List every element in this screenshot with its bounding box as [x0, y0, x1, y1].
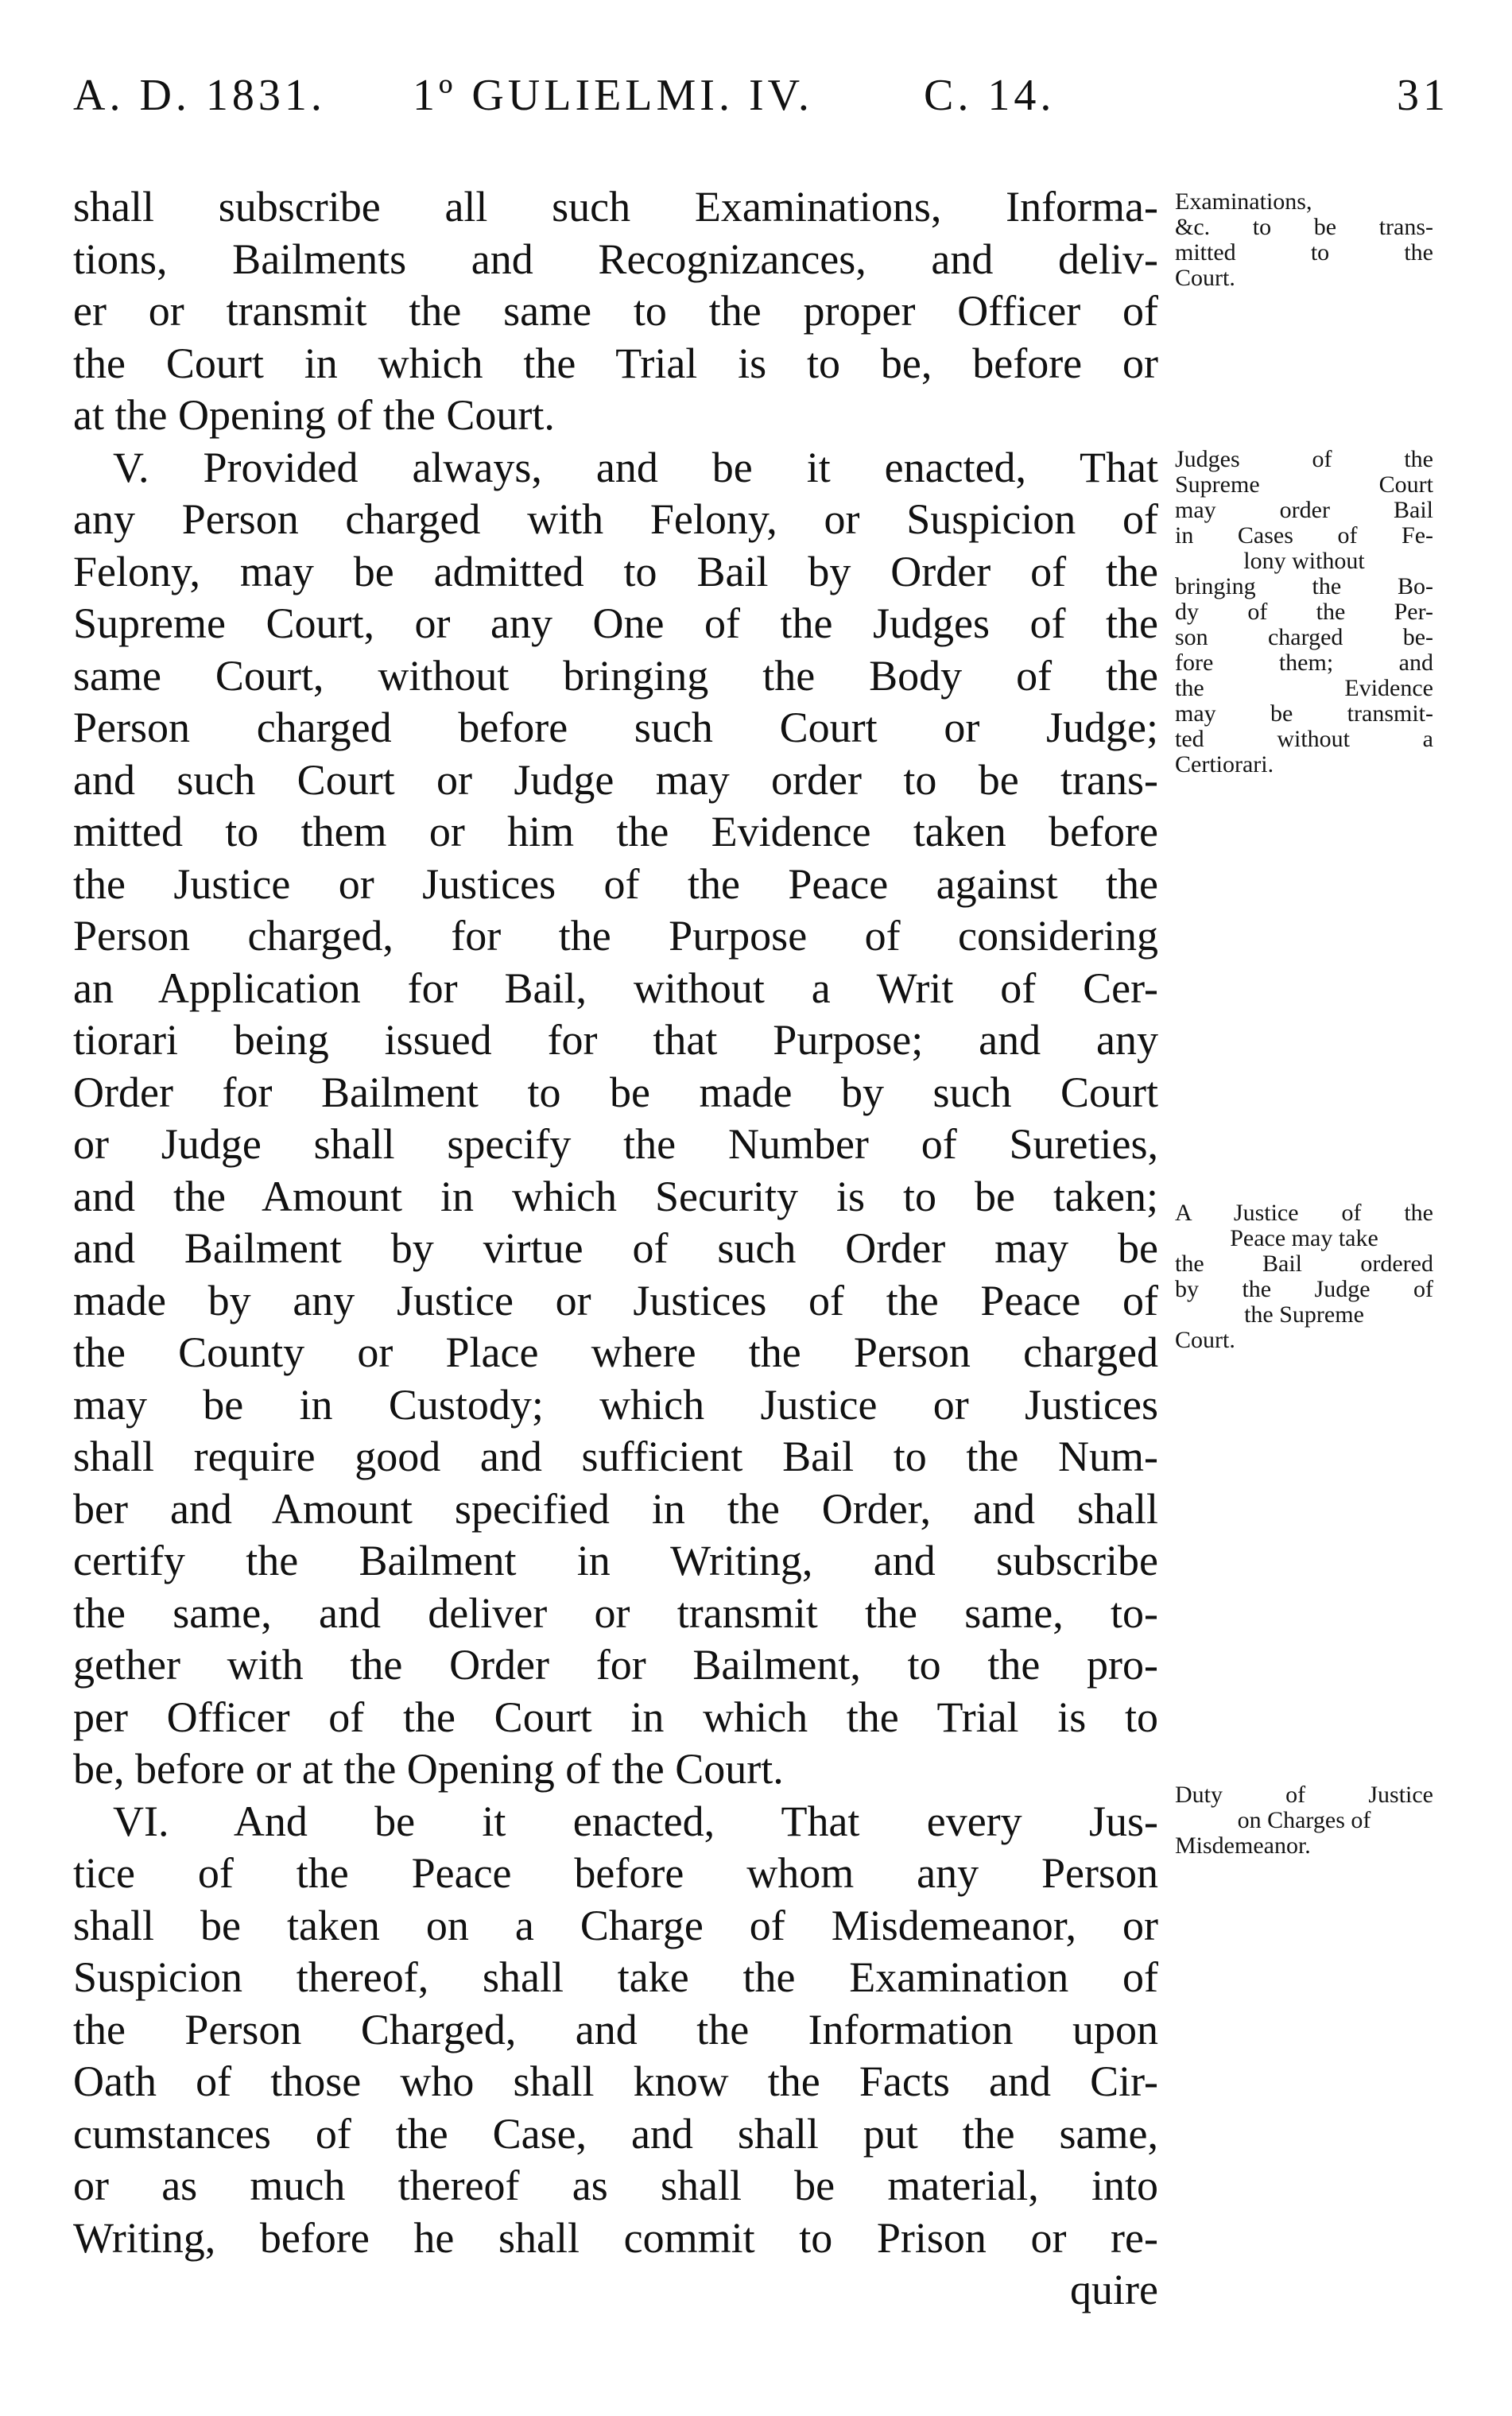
margin-note-judges-bail: [1175, 447, 1433, 778]
margin-note-line: on Charges of: [1237, 1807, 1371, 1833]
body-line: and such Court or Judge may order to be trans-: [73, 755, 1158, 804]
body-line: Person charged, for the Purpose of considering: [73, 912, 1158, 960]
margin-note-line: by the Judge of: [1175, 1276, 1433, 1302]
margin-note-line: mitted to the: [1175, 239, 1433, 266]
margin-note-line: may be transmit-: [1175, 700, 1433, 727]
body-line: tions, Bailments and Recognizances, and deliv-: [73, 235, 1158, 283]
body-line: any Person charged with Felony, or Suspicion of: [73, 495, 1158, 543]
body-line: shall be taken on a Charge of Misdemeanor, or: [73, 1901, 1158, 1949]
body-line: and Bailment by virtue of such Order may be: [73, 1224, 1158, 1272]
margin-note-line: Peace may take: [1230, 1225, 1378, 1251]
body-line: may be in Custody; which Justice or Justices: [73, 1380, 1158, 1429]
body-line: an Application for Bail, without a Writ of Cer-: [73, 964, 1158, 1012]
body-line: Suspicion thereof, shall take the Examination of: [73, 1953, 1158, 2001]
body-line: the County or Place where the Person charged: [73, 1328, 1158, 1376]
catchword: quire: [1070, 2266, 1158, 2313]
margin-note-line: may order Bail: [1175, 497, 1433, 523]
margin-note-line: Judges of the: [1175, 446, 1433, 472]
running-header: [73, 70, 1449, 134]
body-line: tice of the Peace before whom any Person: [73, 1849, 1158, 1897]
margin-note-justice-bail: [1175, 1200, 1433, 1353]
margin-note-line: Supreme Court: [1175, 471, 1433, 498]
body-line: or as much thereof as shall be material, into: [73, 2162, 1158, 2209]
body-line: Person charged before such Court or Judge;: [73, 704, 1158, 751]
margin-note-duty-justice: [1175, 1782, 1433, 1859]
margin-note-line: Duty of Justice: [1175, 1782, 1433, 1808]
body-line: at the Opening of the Court.: [73, 391, 555, 439]
statute-body: [73, 181, 1158, 2317]
body-line: tiorari being issued for that Purpose; and any: [73, 1016, 1158, 1064]
margin-note-line: &c. to be trans-: [1175, 214, 1433, 240]
margin-note-line: fore them; and: [1175, 650, 1433, 676]
page-number: 31: [1397, 71, 1449, 120]
margin-note-line: the Bail ordered: [1175, 1251, 1433, 1277]
body-line: Felony, may be admitted to Bail by Order of the: [73, 547, 1158, 595]
margin-note-line: Court.: [1175, 265, 1235, 291]
header-year: A. D. 1831.: [73, 71, 326, 120]
body-line: and the Amount in which Security is to be taken;: [73, 1172, 1158, 1220]
section-v-start: V. Provided always, and be it enacted, That: [113, 443, 1158, 491]
margin-note-line: Certiorari.: [1175, 751, 1274, 778]
margin-note-line: the Supreme: [1244, 1301, 1364, 1328]
body-line: Oath of those who shall know the Facts and Cir-: [73, 2057, 1158, 2105]
body-line: same Court, without bringing the Body of the: [73, 651, 1158, 700]
margin-note-line: ted without a: [1175, 726, 1433, 752]
body-line: certify the Bailment in Writing, and subscribe: [73, 1537, 1158, 1584]
margin-note-line: Misdemeanor.: [1175, 1832, 1311, 1859]
body-line: or Judge shall specify the Number of Sureties,: [73, 1120, 1158, 1168]
section-vi-start: VI. And be it enacted, That every Jus-: [113, 1797, 1158, 1845]
body-line: mitted to them or him the Evidence taken before: [73, 808, 1158, 855]
body-line: per Officer of the Court in which the Trial is to: [73, 1693, 1158, 1741]
body-line: the same, and deliver or transmit the same, to-: [73, 1588, 1158, 1637]
margin-note-line: Examinations,: [1175, 188, 1312, 215]
body-line: gether with the Order for Bailment, to the pro-: [73, 1641, 1158, 1689]
body-line: the Person Charged, and the Information upon: [73, 2005, 1158, 2053]
header-reign: 1º GULIELMI. IV.: [413, 71, 813, 120]
margin-note-line: dy of the Per-: [1175, 599, 1433, 625]
body-line: made by any Justice or Justices of the Peace of: [73, 1276, 1158, 1324]
margin-note-line: lony without: [1243, 548, 1365, 574]
body-line: Order for Bailment to be made by such Court: [73, 1068, 1158, 1116]
body-line: the Court in which the Trial is to be, before or: [73, 339, 1158, 387]
margin-note-examinations: [1175, 189, 1433, 291]
body-line: shall require good and sufficient Bail to the Num-: [73, 1433, 1158, 1480]
body-line: Writing, before he shall commit to Prison or re-: [73, 2213, 1158, 2262]
margin-note-line: in Cases of Fe-: [1175, 522, 1433, 549]
body-line: cumstances of the Case, and shall put the same,: [73, 2109, 1158, 2158]
body-line: er or transmit the same to the proper Officer of: [73, 287, 1158, 335]
margin-note-line: the Evidence: [1175, 675, 1433, 701]
margin-note-line: Court.: [1175, 1327, 1235, 1353]
body-line: be, before or at the Opening of the Court.: [73, 1745, 784, 1793]
body-line: the Justice or Justices of the Peace against the: [73, 859, 1158, 908]
margin-note-line: bringing the Bo-: [1175, 573, 1433, 599]
header-chapter: C. 14.: [924, 71, 1056, 120]
margin-note-line: son charged be-: [1175, 624, 1433, 650]
body-line: ber and Amount specified in the Order, and shall: [73, 1484, 1158, 1533]
body-line: Supreme Court, or any One of the Judges of the: [73, 599, 1158, 647]
body-line: shall subscribe all such Examinations, Informa-: [73, 183, 1158, 231]
margin-note-line: A Justice of the: [1175, 1200, 1433, 1226]
